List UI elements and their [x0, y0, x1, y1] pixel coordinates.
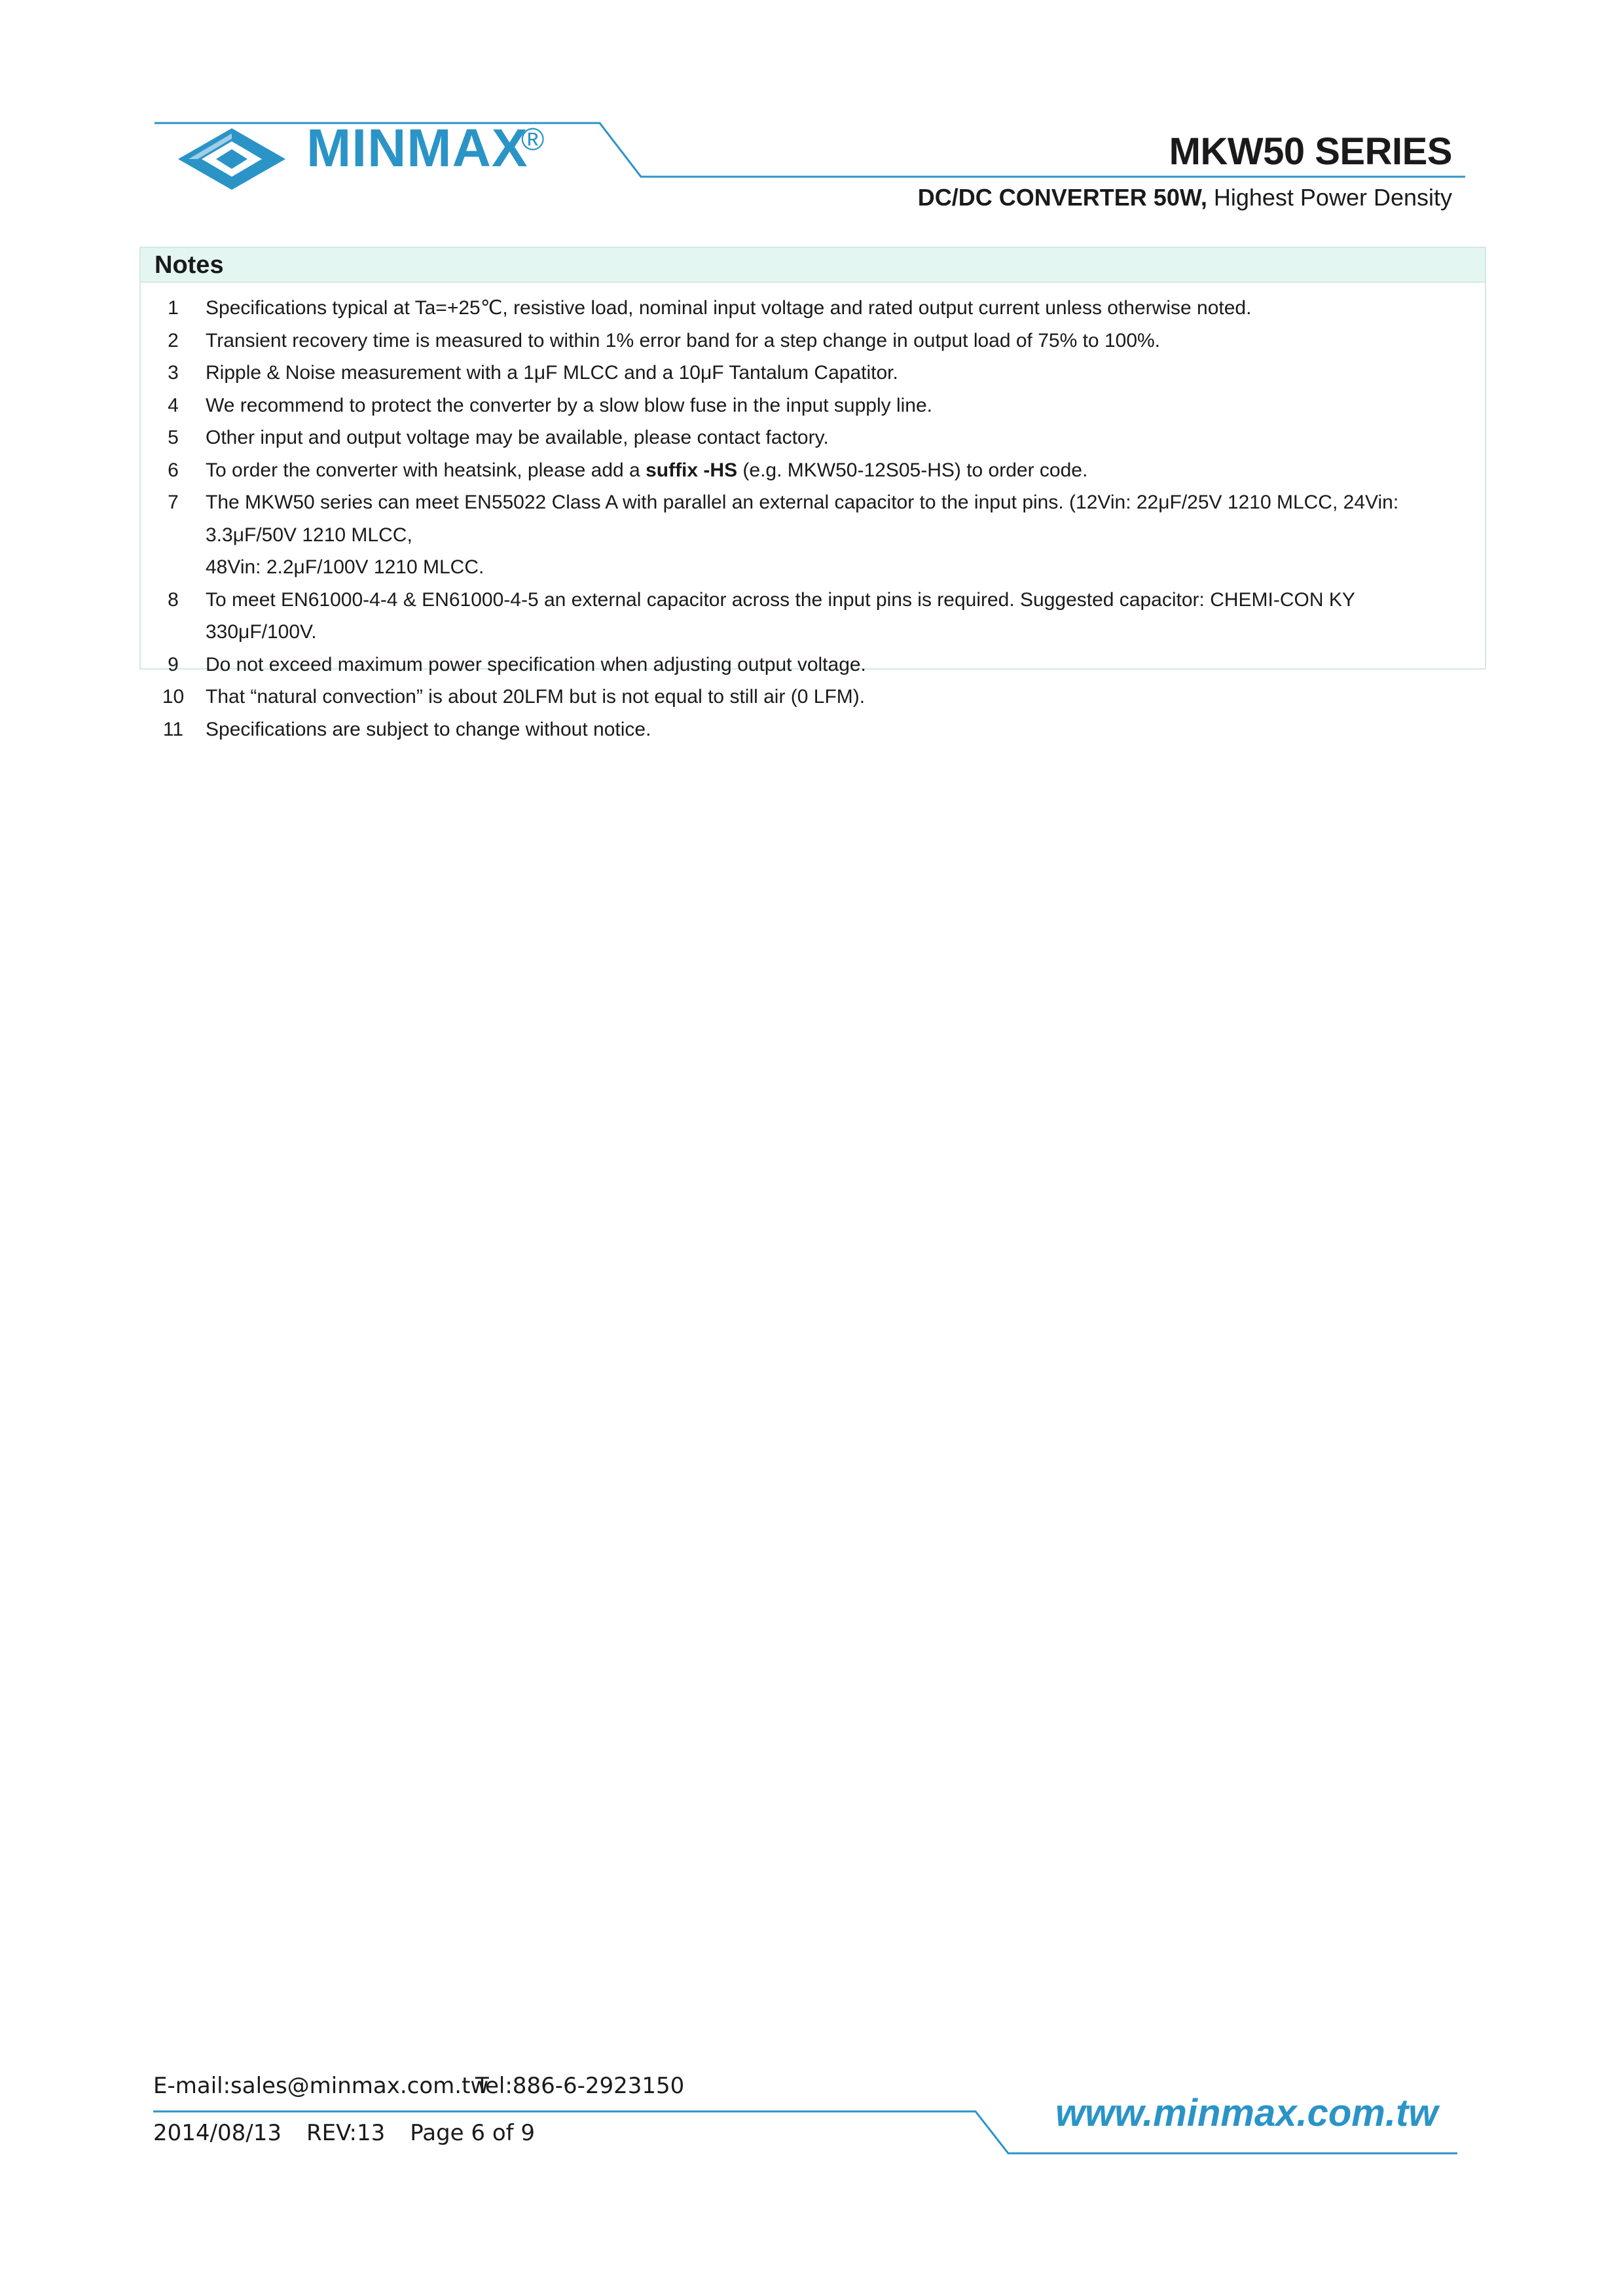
product-subtitle [918, 186, 1452, 209]
note-number: 2 [168, 329, 179, 351]
note-row [141, 389, 1485, 422]
footer-rev: REV:13 [306, 2120, 386, 2146]
footer-page: Page 6 of 9 [410, 2120, 536, 2146]
notes-list [141, 283, 1485, 745]
subtitle-rest: Highest Power Density [1207, 184, 1452, 211]
note-row [141, 584, 1485, 649]
note-number: 10 [162, 686, 185, 708]
footer-email[interactable]: E-mail:sales@minmax.com.tw [153, 2073, 489, 2099]
note-number: 5 [168, 427, 179, 448]
note-number: 11 [162, 718, 184, 740]
note-number: 4 [168, 394, 179, 416]
note-row [141, 422, 1485, 454]
minmax-logo-icon [175, 126, 288, 192]
note-text-line: The MKW50 series can meet EN55022 Class A with parallel an external capacitor to the input pins. (12Vin: 22μF/25V 1210 MLCC, 24Vin: 3.3μF/50V 1210 MLCC, [206, 492, 1399, 546]
note-text: That “natural convection” is about 20LFM but is not equal to still air (0 LFM). [206, 686, 866, 708]
note-row [141, 325, 1485, 357]
note-text-bold: suffix -HS [646, 459, 738, 481]
note-number: 1 [168, 297, 179, 319]
note-row [141, 649, 1485, 681]
note-text: To meet EN61000-4-4 & EN61000-4-5 an external capacitor across the input pins is required. Suggested capacitor: CHEMI-CON KY 330μF/100V. [206, 588, 1355, 643]
brand-name: MINMAX [306, 118, 528, 178]
note-text: Specifications typical at Ta=+25℃, resistive load, nominal input voltage and rated output current unless otherwise noted. [206, 297, 1252, 319]
note-number: 6 [168, 459, 179, 481]
note-number: 8 [168, 588, 179, 611]
note-text: Other input and output voltage may be available, please contact factory. [206, 427, 829, 448]
note-text: Do not exceed maximum power specification when adjusting output voltage. [206, 653, 866, 675]
note-number: 9 [168, 653, 179, 675]
note-row [141, 713, 1485, 746]
note-number: 3 [168, 362, 179, 384]
subtitle-bold: DC/DC CONVERTER 50W, [917, 184, 1207, 211]
series-title: MKW50 SERIES [1169, 130, 1452, 173]
note-number: 7 [168, 492, 179, 513]
note-row [141, 454, 1485, 487]
note-text-line: 48Vin: 2.2μF/100V 1210 MLCC. [206, 556, 484, 578]
notes-heading: Notes [141, 248, 1485, 283]
note-row [141, 486, 1485, 584]
note-text [206, 486, 1485, 584]
footer-meta [153, 2122, 535, 2144]
registered-mark: ® [521, 122, 545, 157]
footer-date: 2014/08/13 [153, 2120, 282, 2146]
note-text: Specifications are subject to change without notice. [206, 718, 651, 740]
note-row [141, 357, 1485, 389]
note-text: Ripple & Noise measurement with a 1μF MLCC and a 10μF Tantalum Capatitor. [206, 362, 898, 384]
note-text [206, 454, 1485, 487]
note-text-part: (e.g. MKW50-12S05-HS) to order code. [737, 459, 1088, 481]
note-row [141, 292, 1485, 325]
notes-table [139, 247, 1486, 740]
note-text: We recommend to protect the converter by a slow blow fuse in the input supply line. [206, 394, 933, 416]
note-text: Transient recovery time is measured to within 1% error band for a step change in output load of 75% to 100%. [206, 329, 1161, 351]
footer-tel: Tel:886-6-2923150 [475, 2073, 685, 2099]
note-row [141, 681, 1485, 713]
footer-website-link[interactable]: www.minmax.com.tw [1055, 2092, 1438, 2134]
note-text-part: To order the converter with heatsink, please add a [206, 459, 646, 481]
